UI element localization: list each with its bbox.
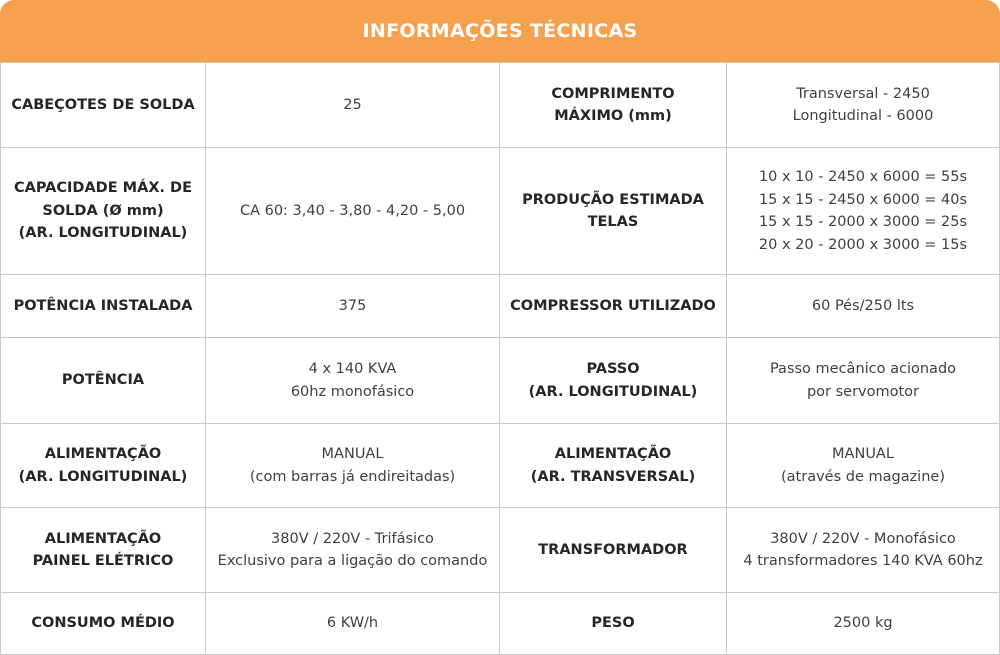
spec-value-line: MANUAL [832, 446, 894, 462]
spec-value-cell [727, 338, 1000, 424]
spec-label-line: ALIMENTAÇÃO [554, 446, 672, 462]
table-row [1, 424, 1000, 508]
spec-value-cell [206, 593, 500, 655]
spec-value-cell [727, 508, 1000, 593]
spec-value-cell [727, 593, 1000, 655]
spec-value-line: 6 KW/h [326, 615, 379, 632]
spec-label-line: POTÊNCIA INSTALADA [13, 297, 193, 314]
spec-value-line: (com barras já endireitadas) [249, 468, 456, 485]
spec-label-cell [1, 424, 206, 508]
spec-label-line: PASSO [586, 361, 640, 377]
spec-label-line: ALIMENTAÇÃO [44, 530, 162, 547]
spec-value-line: 60 Pés/250 lts [811, 297, 915, 314]
spec-value-cell [206, 508, 500, 593]
spec-value-line: MANUAL [321, 446, 384, 462]
table-row [1, 508, 1000, 593]
table-row [1, 148, 1000, 275]
spec-value-cell [727, 275, 1000, 338]
spec-label-cell [1, 593, 206, 655]
spec-value-cell [727, 63, 1000, 148]
specs-table [0, 62, 1000, 655]
spec-label-cell [1, 148, 206, 275]
table-row [1, 338, 1000, 424]
section-title: INFORMAÇÕES TÉCNICAS [362, 20, 638, 42]
spec-label-line: PRODUÇÃO ESTIMADA [522, 191, 704, 208]
spec-value-line: por servomotor [806, 383, 920, 400]
spec-label-line: (AR. LONGITUDINAL) [18, 225, 188, 242]
spec-value-line: (através de magazine) [781, 468, 945, 485]
section-header [0, 0, 1000, 62]
spec-label-cell [1, 63, 206, 148]
spec-label-line: TRANSFORMADOR [538, 541, 688, 558]
table-row [1, 63, 1000, 148]
spec-label-cell [500, 338, 727, 424]
spec-label-line: COMPRIMENTO [551, 85, 675, 102]
spec-label-cell [500, 148, 727, 275]
spec-value-line: 15 x 15 - 2000 x 3000 = 25s [758, 214, 968, 230]
spec-value-line: Passo mecânico acionado [769, 361, 957, 377]
spec-label-cell [500, 275, 727, 338]
spec-label-line: CABEÇOTES DE SOLDA [11, 96, 195, 113]
spec-value-cell [727, 424, 1000, 508]
spec-value-cell [727, 148, 1000, 275]
spec-label-line: CAPACIDADE MÁX. DE [14, 180, 192, 197]
spec-label-cell [1, 338, 206, 424]
spec-label-line: (AR. TRANSVERSAL) [530, 468, 696, 485]
spec-label-line: CONSUMO MÉDIO [31, 615, 175, 632]
spec-value-line: 25 [343, 96, 362, 113]
spec-value-line: 20 x 20 - 2000 x 3000 = 15s [758, 236, 968, 253]
spec-label-cell [500, 508, 727, 593]
spec-value-line: 4 transformadores 140 KVA 60hz [743, 553, 983, 569]
spec-label-line: ALIMENTAÇÃO [44, 446, 162, 462]
spec-label-cell [500, 593, 727, 655]
spec-value-line: Longitudinal - 6000 [792, 108, 934, 124]
spec-value-cell [206, 338, 500, 424]
spec-value-line: 15 x 15 - 2450 x 6000 = 40s [758, 191, 968, 208]
spec-label-line: COMPRESSOR UTILIZADO [510, 297, 716, 314]
table-row [1, 593, 1000, 655]
spec-label-line: (AR. LONGITUDINAL) [528, 383, 698, 400]
spec-value-line: 375 [338, 297, 367, 314]
spec-value-line: 2500 kg [833, 615, 893, 632]
spec-label-cell [500, 63, 727, 148]
spec-label-line: PAINEL ELÉTRICO [32, 553, 174, 569]
spec-value-line: 380V / 220V - Trifásico [271, 530, 434, 547]
spec-value-line: Transversal - 2450 [796, 85, 930, 102]
spec-value-cell [206, 424, 500, 508]
spec-value-cell [206, 148, 500, 275]
spec-label-cell [500, 424, 727, 508]
spec-value-line: 4 x 140 KVA [308, 361, 397, 377]
table-row [1, 275, 1000, 338]
spec-label-line: TELAS [587, 214, 639, 230]
spec-label-line: PESO [591, 615, 635, 632]
spec-value-line: 60hz monofásico [290, 383, 415, 400]
spec-value-line: 380V / 220V - Monofásico [770, 530, 956, 547]
spec-label-line: (AR. LONGITUDINAL) [18, 468, 188, 485]
spec-label-line: POTÊNCIA [61, 372, 145, 389]
spec-value-line: CA 60: 3,40 - 3,80 - 4,20 - 5,00 [239, 202, 466, 219]
specs-table-body [1, 63, 1000, 655]
spec-value-cell [206, 63, 500, 148]
spec-value-line: Exclusivo para a ligação do comando [217, 553, 488, 569]
spec-value-line: 10 x 10 - 2450 x 6000 = 55s [758, 169, 968, 185]
spec-value-cell [206, 275, 500, 338]
spec-label-line: MÁXIMO (mm) [554, 108, 672, 124]
spec-label-line: SOLDA (Ø mm) [42, 202, 164, 219]
spec-label-cell [1, 508, 206, 593]
spec-label-cell [1, 275, 206, 338]
